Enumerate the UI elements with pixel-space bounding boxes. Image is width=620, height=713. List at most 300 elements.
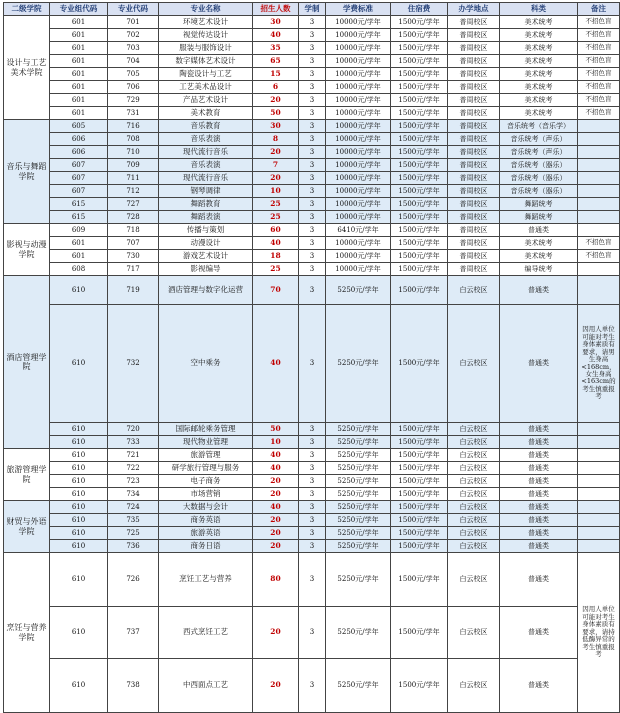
- cell-campus: 白云校区: [448, 501, 500, 514]
- cell-category: 普通类: [500, 488, 578, 501]
- cell-fee: 5250元/学年: [326, 553, 391, 607]
- cell-campus: 普周校区: [448, 224, 500, 237]
- cell-years: 3: [299, 55, 326, 68]
- cell-category: 音乐统考（声乐）: [500, 133, 578, 146]
- cell-note: [578, 488, 620, 501]
- cell-plan: 30: [253, 120, 299, 133]
- table-row: [4, 449, 620, 462]
- cell-code: 728: [108, 211, 159, 224]
- cell-fee: 10000元/学年: [326, 146, 391, 159]
- cell-note: 不招色盲: [578, 55, 620, 68]
- cell-fee: 5250元/学年: [326, 462, 391, 475]
- header-campus: 办学地点: [448, 3, 500, 16]
- header-code: 专业代码: [108, 3, 159, 16]
- cell-category: 普通类: [500, 475, 578, 488]
- table-row: [4, 436, 620, 449]
- cell-fee: 10000元/学年: [326, 211, 391, 224]
- cell-code: 723: [108, 475, 159, 488]
- cell-plan: 80: [253, 553, 299, 607]
- table-row: [4, 276, 620, 305]
- cell-major: 舞蹈表演: [159, 211, 253, 224]
- cell-dorm: 1500元/学年: [391, 29, 448, 42]
- cell-major: 视觉传达设计: [159, 29, 253, 42]
- cell-note: [578, 514, 620, 527]
- cell-category: 普通类: [500, 607, 578, 659]
- cell-years: 3: [299, 146, 326, 159]
- cell-code: 704: [108, 55, 159, 68]
- cell-dorm: 1500元/学年: [391, 16, 448, 29]
- cell-campus: 普周校区: [448, 263, 500, 276]
- cell-fee: 10000元/学年: [326, 250, 391, 263]
- cell-plan: 20: [253, 146, 299, 159]
- cell-note: 不招色盲: [578, 81, 620, 94]
- cell-major: 电子商务: [159, 475, 253, 488]
- cell-years: 3: [299, 172, 326, 185]
- cell-category: 普通类: [500, 540, 578, 553]
- college-name: 财贸与外语学院: [4, 501, 50, 553]
- cell-major: 旅游英语: [159, 527, 253, 540]
- cell-category: 美术统考: [500, 81, 578, 94]
- cell-campus: 普周校区: [448, 107, 500, 120]
- cell-note: [578, 198, 620, 211]
- cell-plan: 40: [253, 237, 299, 250]
- cell-dorm: 1500元/学年: [391, 172, 448, 185]
- cell-major: 市场营销: [159, 488, 253, 501]
- cell-group: 610: [50, 475, 108, 488]
- college-name: 影视与动漫学院: [4, 224, 50, 276]
- cell-dorm: 1500元/学年: [391, 462, 448, 475]
- cell-fee: 10000元/学年: [326, 81, 391, 94]
- cell-major: 西式烹饪工艺: [159, 607, 253, 659]
- table-row: [4, 120, 620, 133]
- college-name: 烹饪与营养学院: [4, 553, 50, 713]
- cell-category: 美术统考: [500, 68, 578, 81]
- cell-note: 不招色盲: [578, 68, 620, 81]
- cell-plan: 10: [253, 436, 299, 449]
- cell-years: 3: [299, 305, 326, 423]
- table-row: [4, 501, 620, 514]
- cell-category: 美术统考: [500, 16, 578, 29]
- cell-plan: 25: [253, 211, 299, 224]
- cell-years: 3: [299, 527, 326, 540]
- cell-major: 陶瓷设计与工艺: [159, 68, 253, 81]
- cell-fee: 10000元/学年: [326, 55, 391, 68]
- cell-years: 3: [299, 436, 326, 449]
- cell-note: [578, 263, 620, 276]
- cell-fee: 10000元/学年: [326, 42, 391, 55]
- cell-category: 普通类: [500, 501, 578, 514]
- header-category: 科类: [500, 3, 578, 16]
- cell-dorm: 1500元/学年: [391, 501, 448, 514]
- cell-plan: 7: [253, 159, 299, 172]
- cell-code: 731: [108, 107, 159, 120]
- cell-group: 610: [50, 514, 108, 527]
- cell-category: 舞蹈统考: [500, 211, 578, 224]
- cell-dorm: 1500元/学年: [391, 436, 448, 449]
- cell-group: 601: [50, 55, 108, 68]
- college-name: 设计与工艺美术学院: [4, 16, 50, 120]
- table-row: [4, 540, 620, 553]
- cell-category: 美术统考: [500, 237, 578, 250]
- cell-note: [578, 501, 620, 514]
- cell-major: 商务日语: [159, 540, 253, 553]
- cell-major: 环境艺术设计: [159, 16, 253, 29]
- cell-group: 615: [50, 211, 108, 224]
- table-row: [4, 224, 620, 237]
- cell-code: 701: [108, 16, 159, 29]
- cell-dorm: 1500元/学年: [391, 488, 448, 501]
- cell-plan: 15: [253, 68, 299, 81]
- table-row: [4, 29, 620, 42]
- cell-dorm: 1500元/学年: [391, 159, 448, 172]
- cell-plan: 20: [253, 540, 299, 553]
- cell-category: 普通类: [500, 224, 578, 237]
- cell-code: 710: [108, 146, 159, 159]
- cell-group: 601: [50, 68, 108, 81]
- cell-major: 影视编导: [159, 263, 253, 276]
- cell-category: 美术统考: [500, 42, 578, 55]
- cell-plan: 40: [253, 305, 299, 423]
- cell-code: 738: [108, 659, 159, 713]
- cell-code: 711: [108, 172, 159, 185]
- cell-fee: 10000元/学年: [326, 172, 391, 185]
- cell-group: 615: [50, 198, 108, 211]
- cell-major: 产品艺术设计: [159, 94, 253, 107]
- college-name: 音乐与舞蹈学院: [4, 120, 50, 224]
- cell-dorm: 1500元/学年: [391, 553, 448, 607]
- cell-years: 3: [299, 237, 326, 250]
- cell-category: 美术统考: [500, 55, 578, 68]
- cell-dorm: 1500元/学年: [391, 250, 448, 263]
- cell-fee: 10000元/学年: [326, 133, 391, 146]
- table-row: [4, 527, 620, 540]
- cell-years: 3: [299, 211, 326, 224]
- cell-campus: 普周校区: [448, 29, 500, 42]
- cell-major: 研学旅行管理与服务: [159, 462, 253, 475]
- cell-note: 因用人单位可能对考生身体素质有要求，请持低酶异常的考生慎重报考: [578, 553, 620, 713]
- cell-campus: 普周校区: [448, 120, 500, 133]
- cell-fee: 10000元/学年: [326, 159, 391, 172]
- cell-plan: 20: [253, 172, 299, 185]
- cell-plan: 20: [253, 488, 299, 501]
- cell-plan: 25: [253, 263, 299, 276]
- cell-code: 721: [108, 449, 159, 462]
- cell-group: 610: [50, 462, 108, 475]
- header-major: 专业名称: [159, 3, 253, 16]
- cell-major: 大数据与会计: [159, 501, 253, 514]
- cell-group: 601: [50, 16, 108, 29]
- cell-plan: 50: [253, 107, 299, 120]
- table-row: [4, 198, 620, 211]
- table-row: [4, 146, 620, 159]
- cell-plan: 50: [253, 423, 299, 436]
- cell-group: 610: [50, 276, 108, 305]
- cell-group: 610: [50, 553, 108, 607]
- cell-code: 736: [108, 540, 159, 553]
- table-row: [4, 514, 620, 527]
- cell-note: [578, 159, 620, 172]
- cell-note: [578, 133, 620, 146]
- cell-campus: 普周校区: [448, 211, 500, 224]
- cell-group: 601: [50, 29, 108, 42]
- cell-category: 美术统考: [500, 107, 578, 120]
- cell-category: 舞蹈统考: [500, 198, 578, 211]
- cell-dorm: 1500元/学年: [391, 133, 448, 146]
- cell-group: 610: [50, 607, 108, 659]
- cell-plan: 20: [253, 607, 299, 659]
- cell-campus: 白云校区: [448, 527, 500, 540]
- cell-years: 3: [299, 16, 326, 29]
- header-dorm: 住宿费: [391, 3, 448, 16]
- cell-campus: 白云校区: [448, 514, 500, 527]
- cell-years: 3: [299, 449, 326, 462]
- cell-plan: 20: [253, 527, 299, 540]
- cell-category: 普通类: [500, 514, 578, 527]
- cell-major: 现代物业管理: [159, 436, 253, 449]
- cell-dorm: 1500元/学年: [391, 146, 448, 159]
- cell-note: 不招色盲: [578, 250, 620, 263]
- cell-campus: 白云校区: [448, 462, 500, 475]
- cell-note: [578, 172, 620, 185]
- cell-campus: 普周校区: [448, 81, 500, 94]
- cell-code: 705: [108, 68, 159, 81]
- cell-note: [578, 185, 620, 198]
- cell-campus: 白云校区: [448, 276, 500, 305]
- cell-dorm: 1500元/学年: [391, 607, 448, 659]
- cell-years: 3: [299, 224, 326, 237]
- cell-campus: 普周校区: [448, 42, 500, 55]
- table-row: [4, 159, 620, 172]
- cell-plan: 20: [253, 659, 299, 713]
- cell-group: 610: [50, 527, 108, 540]
- cell-dorm: 1500元/学年: [391, 42, 448, 55]
- cell-dorm: 1500元/学年: [391, 449, 448, 462]
- cell-campus: 普周校区: [448, 185, 500, 198]
- cell-campus: 白云校区: [448, 449, 500, 462]
- table-header-row: [4, 3, 620, 16]
- cell-fee: 6410元/学年: [326, 224, 391, 237]
- cell-group: 610: [50, 659, 108, 713]
- cell-major: 音乐教育: [159, 120, 253, 133]
- cell-note: 不招色盲: [578, 237, 620, 250]
- cell-code: 718: [108, 224, 159, 237]
- table-row: [4, 659, 620, 713]
- cell-plan: 35: [253, 42, 299, 55]
- cell-code: 720: [108, 423, 159, 436]
- cell-code: 724: [108, 501, 159, 514]
- cell-years: 3: [299, 94, 326, 107]
- cell-category: 编导统考: [500, 263, 578, 276]
- cell-major: 舞蹈教育: [159, 198, 253, 211]
- cell-campus: 普周校区: [448, 94, 500, 107]
- header-college: 二级学院: [4, 3, 50, 16]
- cell-dorm: 1500元/学年: [391, 107, 448, 120]
- cell-fee: 5250元/学年: [326, 514, 391, 527]
- college-name: 旅游管理学院: [4, 449, 50, 501]
- header-years: 学制: [299, 3, 326, 16]
- cell-group: 606: [50, 146, 108, 159]
- cell-fee: 5250元/学年: [326, 449, 391, 462]
- cell-fee: 10000元/学年: [326, 68, 391, 81]
- cell-code: 727: [108, 198, 159, 211]
- cell-note: [578, 423, 620, 436]
- cell-campus: 普周校区: [448, 172, 500, 185]
- cell-category: 普通类: [500, 276, 578, 305]
- cell-note: [578, 475, 620, 488]
- cell-plan: 20: [253, 94, 299, 107]
- table-row: [4, 475, 620, 488]
- cell-years: 3: [299, 29, 326, 42]
- cell-group: 607: [50, 172, 108, 185]
- cell-group: 601: [50, 237, 108, 250]
- cell-major: 酒店管理与数字化运营: [159, 276, 253, 305]
- cell-fee: 10000元/学年: [326, 120, 391, 133]
- cell-fee: 10000元/学年: [326, 198, 391, 211]
- cell-plan: 70: [253, 276, 299, 305]
- cell-note: [578, 527, 620, 540]
- cell-years: 3: [299, 263, 326, 276]
- college-name: 酒店管理学院: [4, 276, 50, 449]
- enrollment-plan-table: [3, 2, 620, 713]
- cell-plan: 6: [253, 81, 299, 94]
- table-row: [4, 263, 620, 276]
- table-row: [4, 81, 620, 94]
- cell-group: 601: [50, 42, 108, 55]
- cell-plan: 40: [253, 501, 299, 514]
- cell-fee: 5250元/学年: [326, 276, 391, 305]
- cell-major: 现代流行音乐: [159, 172, 253, 185]
- cell-group: 610: [50, 449, 108, 462]
- table-row: [4, 133, 620, 146]
- cell-campus: 普周校区: [448, 250, 500, 263]
- table-row: [4, 462, 620, 475]
- cell-dorm: 1500元/学年: [391, 305, 448, 423]
- cell-plan: 25: [253, 198, 299, 211]
- cell-dorm: 1500元/学年: [391, 224, 448, 237]
- cell-major: 动漫设计: [159, 237, 253, 250]
- cell-note: [578, 436, 620, 449]
- cell-years: 3: [299, 607, 326, 659]
- cell-category: 普通类: [500, 436, 578, 449]
- cell-note: [578, 462, 620, 475]
- cell-dorm: 1500元/学年: [391, 120, 448, 133]
- cell-plan: 40: [253, 29, 299, 42]
- cell-code: 703: [108, 42, 159, 55]
- cell-years: 3: [299, 553, 326, 607]
- cell-group: 608: [50, 263, 108, 276]
- cell-years: 3: [299, 133, 326, 146]
- cell-note: 不招色盲: [578, 42, 620, 55]
- cell-fee: 5250元/学年: [326, 540, 391, 553]
- cell-major: 音乐表演: [159, 133, 253, 146]
- cell-fee: 5250元/学年: [326, 436, 391, 449]
- cell-category: 普通类: [500, 527, 578, 540]
- cell-note: [578, 276, 620, 305]
- header-note: 备注: [578, 3, 620, 16]
- cell-major: 现代流行音乐: [159, 146, 253, 159]
- cell-code: 735: [108, 514, 159, 527]
- cell-group: 610: [50, 501, 108, 514]
- cell-category: 美术统考: [500, 29, 578, 42]
- cell-category: 美术统考: [500, 250, 578, 263]
- cell-campus: 白云校区: [448, 436, 500, 449]
- cell-group: 607: [50, 185, 108, 198]
- cell-category: 音乐统考（声乐）: [500, 146, 578, 159]
- header-plan: 招生人数: [253, 3, 299, 16]
- cell-fee: 5250元/学年: [326, 475, 391, 488]
- cell-plan: 30: [253, 16, 299, 29]
- cell-note: [578, 211, 620, 224]
- cell-code: 733: [108, 436, 159, 449]
- cell-fee: 10000元/学年: [326, 94, 391, 107]
- cell-dorm: 1500元/学年: [391, 527, 448, 540]
- cell-group: 601: [50, 81, 108, 94]
- cell-plan: 8: [253, 133, 299, 146]
- table-row: [4, 185, 620, 198]
- header-group: 专业组代码: [50, 3, 108, 16]
- cell-fee: 5250元/学年: [326, 607, 391, 659]
- cell-dorm: 1500元/学年: [391, 94, 448, 107]
- cell-note: [578, 120, 620, 133]
- cell-campus: 普周校区: [448, 55, 500, 68]
- cell-major: 美术教育: [159, 107, 253, 120]
- cell-dorm: 1500元/学年: [391, 198, 448, 211]
- cell-dorm: 1500元/学年: [391, 81, 448, 94]
- cell-major: 游戏艺术设计: [159, 250, 253, 263]
- cell-note: 不招色盲: [578, 107, 620, 120]
- cell-major: 烹饪工艺与营养: [159, 553, 253, 607]
- table-row: [4, 42, 620, 55]
- cell-fee: 10000元/学年: [326, 16, 391, 29]
- table-row: [4, 211, 620, 224]
- cell-years: 3: [299, 462, 326, 475]
- cell-fee: 10000元/学年: [326, 185, 391, 198]
- cell-major: 数字媒体艺术设计: [159, 55, 253, 68]
- cell-major: 音乐表演: [159, 159, 253, 172]
- cell-major: 旅游管理: [159, 449, 253, 462]
- cell-years: 3: [299, 423, 326, 436]
- cell-code: 708: [108, 133, 159, 146]
- cell-code: 717: [108, 263, 159, 276]
- cell-note: [578, 449, 620, 462]
- cell-campus: 白云校区: [448, 659, 500, 713]
- cell-campus: 白云校区: [448, 607, 500, 659]
- cell-years: 3: [299, 159, 326, 172]
- cell-group: 605: [50, 120, 108, 133]
- cell-code: 734: [108, 488, 159, 501]
- cell-years: 3: [299, 107, 326, 120]
- cell-plan: 65: [253, 55, 299, 68]
- cell-years: 3: [299, 42, 326, 55]
- cell-category: 音乐统考（器乐）: [500, 172, 578, 185]
- cell-major: 传播与策划: [159, 224, 253, 237]
- cell-campus: 普周校区: [448, 133, 500, 146]
- cell-dorm: 1500元/学年: [391, 659, 448, 713]
- cell-dorm: 1500元/学年: [391, 276, 448, 305]
- cell-code: 725: [108, 527, 159, 540]
- table-row: [4, 94, 620, 107]
- cell-major: 工艺美术品设计: [159, 81, 253, 94]
- cell-major: 空中乘务: [159, 305, 253, 423]
- cell-campus: 普周校区: [448, 16, 500, 29]
- table-row: [4, 55, 620, 68]
- cell-code: 719: [108, 276, 159, 305]
- cell-note: [578, 146, 620, 159]
- header-fee: 学费标准: [326, 3, 391, 16]
- cell-plan: 18: [253, 250, 299, 263]
- cell-group: 610: [50, 540, 108, 553]
- cell-campus: 白云校区: [448, 540, 500, 553]
